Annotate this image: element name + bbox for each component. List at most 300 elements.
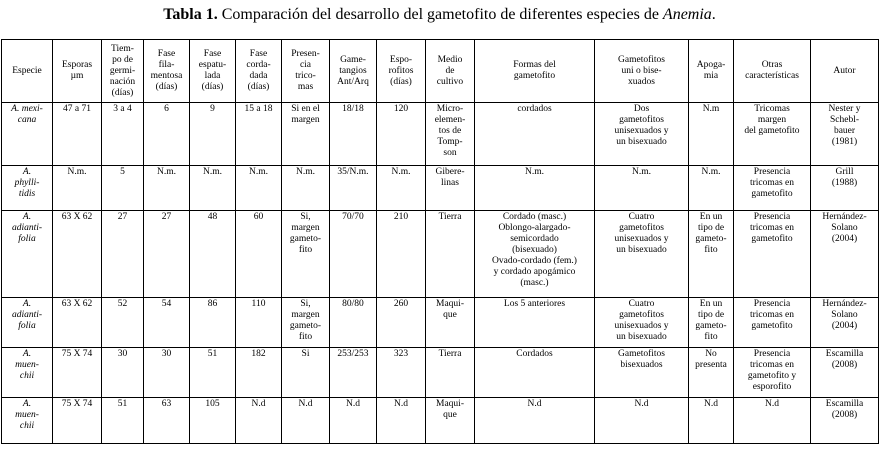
cell-line: Hernández-	[822, 299, 867, 309]
cell-line: Otras	[761, 60, 783, 70]
cell-line: mentosa	[150, 71, 183, 81]
cell-line: tricomas en	[749, 360, 795, 370]
cell-line: bauer	[833, 126, 856, 136]
column-header	[811, 40, 879, 103]
table-cell	[330, 211, 377, 298]
species-cell	[2, 103, 53, 166]
column-header	[53, 40, 102, 103]
table-cell	[689, 166, 734, 211]
cell-line: A. mexi-	[11, 104, 43, 114]
table-cell	[689, 398, 734, 444]
cell-line: 60	[253, 212, 264, 222]
column-header	[102, 40, 144, 103]
cell-line: espatu-	[198, 60, 227, 70]
table-cell	[53, 103, 102, 166]
cell-line: Formas del	[513, 60, 556, 70]
cell-line: margen	[291, 115, 320, 125]
cell-line: tos de	[438, 126, 462, 136]
cell-line: 260	[393, 299, 409, 309]
table-cell	[734, 211, 811, 298]
table-cell	[377, 398, 426, 444]
cell-line: tidis	[18, 189, 36, 199]
cell-line: Si,	[300, 212, 311, 222]
cell-line: Solano	[831, 223, 858, 233]
cell-line: uni o bise-	[621, 65, 662, 76]
cell-line: (2008)	[831, 410, 858, 420]
column-header	[330, 40, 377, 103]
cell-line: fito	[298, 332, 313, 342]
table-cell	[144, 398, 190, 444]
cell-line: tipo de	[697, 223, 725, 233]
table-row	[2, 298, 879, 348]
table-cell	[282, 298, 330, 348]
cell-line: 9	[210, 104, 215, 114]
cell-line: N.m.	[701, 167, 721, 177]
cell-line: 63	[161, 399, 172, 409]
table-cell	[330, 166, 377, 211]
cell-line: 6	[164, 104, 169, 114]
cell-line: folia	[18, 321, 36, 331]
cell-line: que	[443, 410, 457, 420]
cell-line: po de	[112, 54, 133, 65]
table-cell	[426, 211, 475, 298]
cell-line: Gibere-	[435, 167, 465, 177]
cell-line: Apoga-	[696, 60, 726, 70]
table-cell	[595, 211, 689, 298]
cell-line: A.	[22, 399, 32, 409]
cell-line: folia	[18, 234, 36, 244]
cell-line: Si	[301, 349, 310, 359]
table-cell	[426, 298, 475, 348]
cell-line: cordados	[517, 104, 552, 114]
cell-line: (1981)	[831, 137, 858, 147]
table-cell	[190, 211, 236, 298]
cell-line: gametofitos	[619, 310, 664, 320]
table-cell	[734, 166, 811, 211]
cell-line: N.d	[704, 399, 718, 409]
cell-line: µm	[70, 71, 84, 81]
cell-line: Presencia	[753, 349, 791, 359]
title-period: .	[711, 6, 716, 23]
table-cell	[53, 211, 102, 298]
cell-line: 30	[117, 349, 128, 359]
table-body	[2, 103, 879, 444]
table-cell	[475, 348, 595, 398]
table-cell	[475, 298, 595, 348]
cell-line: margen	[291, 310, 320, 320]
cell-line: 52	[117, 299, 128, 309]
cell-line: 80/80	[342, 299, 364, 309]
cell-line: 15 a 18	[244, 104, 273, 114]
cell-line: 253/253	[337, 349, 369, 359]
table-cell	[426, 398, 475, 444]
cell-line: cana	[17, 115, 37, 125]
cell-line: 30	[161, 349, 172, 359]
column-header	[475, 40, 595, 103]
cell-line: gametofitos	[619, 115, 664, 125]
cell-line: Tierra	[438, 212, 462, 222]
cell-line: Escamilla	[825, 399, 864, 409]
species-cell	[2, 211, 53, 298]
cell-line: Presencia	[753, 299, 791, 309]
cell-line: bisexuados	[620, 360, 663, 370]
cell-line: No	[705, 349, 717, 359]
cell-line: A.	[22, 349, 32, 359]
cell-line: Esporas	[61, 60, 93, 70]
cell-line: unisexuados y	[614, 126, 669, 136]
table-cell	[190, 166, 236, 211]
cell-line: nación	[109, 76, 136, 87]
table-cell	[689, 103, 734, 166]
cell-line: 63 X 62	[61, 299, 93, 309]
cell-line: y cordado apogámico	[493, 267, 576, 277]
cell-line: xuados	[628, 76, 655, 87]
cell-line: rofitos	[388, 65, 414, 76]
cell-line: cultivo	[436, 76, 464, 87]
table-cell	[102, 103, 144, 166]
cell-line: gametofito	[751, 189, 793, 199]
cell-line: N.d	[634, 399, 649, 409]
cell-line: Tierra	[438, 349, 462, 359]
cell-line: 105	[205, 399, 220, 409]
cell-line: (1988)	[831, 178, 858, 188]
cell-line: phylli-	[14, 178, 40, 188]
table-cell	[53, 166, 102, 211]
column-header	[426, 40, 475, 103]
cell-line: Medio	[437, 54, 463, 65]
cell-line: Tomp-	[437, 137, 463, 147]
table-cell	[475, 211, 595, 298]
cell-line: de	[445, 65, 455, 76]
cell-line: chii	[19, 371, 35, 381]
table-cell	[475, 103, 595, 166]
cell-line: mas	[297, 82, 314, 92]
cell-line: En un	[699, 299, 723, 309]
table-cell	[236, 398, 282, 444]
table-cell	[734, 348, 811, 398]
table-cell	[236, 348, 282, 398]
cell-line: gameto-	[695, 234, 727, 244]
cell-line: un bisexuado	[616, 137, 667, 147]
cell-line: adianti-	[11, 310, 43, 320]
cell-line: N.m	[702, 104, 720, 114]
cell-line: N.m.	[67, 167, 87, 177]
cell-line: Cuatro	[628, 299, 655, 309]
cell-line: lada	[204, 71, 221, 81]
cell-line: cia	[299, 60, 312, 70]
table-cell	[689, 211, 734, 298]
cell-line: fila-	[158, 60, 175, 70]
cell-line: Autor	[833, 65, 856, 76]
table-cell	[236, 166, 282, 211]
cell-line: 51	[207, 349, 218, 359]
table-cell	[689, 348, 734, 398]
column-header	[236, 40, 282, 103]
cell-line: 210	[393, 212, 409, 222]
table-cell	[330, 298, 377, 348]
table-cell	[734, 298, 811, 348]
table-cell	[330, 103, 377, 166]
table-cell	[689, 298, 734, 348]
cell-line: gametofitos	[619, 223, 664, 233]
cell-line: Si,	[300, 299, 311, 309]
table-cell	[734, 398, 811, 444]
cell-line: gameto-	[289, 234, 322, 244]
table-cell	[475, 398, 595, 444]
cell-line: gametofito y	[747, 371, 797, 381]
table-row	[2, 103, 879, 166]
cell-line: son	[443, 148, 457, 158]
table-cell	[144, 166, 190, 211]
cell-line: (días)	[201, 82, 224, 92]
cell-line: un bisexuado	[616, 332, 667, 342]
table-cell	[811, 348, 879, 398]
cell-line: Especie	[12, 65, 42, 76]
cell-line: N.d	[346, 399, 360, 409]
cell-line: 51	[117, 399, 128, 409]
cell-line: trico-	[295, 71, 316, 81]
cell-line: Gametofitos	[618, 349, 665, 359]
cell-line: En un	[699, 212, 723, 222]
cell-line: gametofito	[513, 71, 556, 81]
column-header	[190, 40, 236, 103]
table-cell	[53, 398, 102, 444]
cell-line: N.m.	[391, 167, 411, 177]
table-cell	[426, 166, 475, 211]
cell-line: A.	[22, 299, 32, 309]
cell-line: características	[745, 71, 799, 81]
cell-line: A.	[22, 167, 32, 177]
cell-line: 5	[120, 167, 125, 177]
cell-line: (días)	[155, 82, 178, 92]
cell-line: Tiem-	[111, 43, 134, 54]
table-caption: Comparación del desarrollo del gametofito de diferentes especies de	[221, 6, 659, 23]
cell-line: fito	[704, 332, 718, 342]
table-cell	[377, 103, 426, 166]
cell-line: 323	[393, 349, 409, 359]
cell-line: Ant/Arq	[337, 76, 369, 87]
column-header	[689, 40, 734, 103]
cell-line: gameto-	[695, 321, 727, 331]
table-cell	[811, 298, 879, 348]
cell-line: (2004)	[831, 321, 858, 331]
cell-line: 110	[251, 299, 266, 309]
table-title	[0, 0, 879, 31]
table-cell	[426, 103, 475, 166]
cell-line: 47 a 71	[63, 104, 91, 114]
table-cell	[330, 398, 377, 444]
cell-line: (bisexuado)	[512, 245, 557, 255]
table-cell	[102, 211, 144, 298]
cell-line: semicordado	[510, 234, 559, 244]
cell-line: Presencia	[753, 167, 791, 177]
table-cell	[102, 166, 144, 211]
table-cell	[377, 298, 426, 348]
cell-line: dada	[249, 71, 268, 81]
cell-line: del gametofito	[744, 126, 800, 136]
cell-line: adianti-	[11, 223, 43, 233]
cell-line: Micro-	[436, 104, 464, 114]
cell-line: Gametofitos	[618, 54, 665, 65]
column-header	[144, 40, 190, 103]
table-cell	[102, 398, 144, 444]
cell-line: Tricomas	[754, 104, 790, 114]
table-cell	[144, 348, 190, 398]
table-cell	[190, 298, 236, 348]
cell-line: muen-	[15, 360, 39, 370]
cell-line: 48	[207, 212, 218, 222]
table-cell	[595, 298, 689, 348]
cell-line: Ovado-cordado (fem.)	[492, 256, 577, 266]
cell-line: fito	[704, 245, 718, 255]
table-cell	[595, 398, 689, 444]
table-cell	[811, 398, 879, 444]
cell-line: fito	[298, 245, 313, 255]
table-cell	[102, 298, 144, 348]
cell-line: N.m.	[632, 167, 651, 177]
column-header	[282, 40, 330, 103]
table-cell	[330, 348, 377, 398]
cell-line: 75 X 74	[61, 349, 93, 359]
table-row	[2, 166, 879, 211]
comparison-table	[1, 39, 879, 444]
table-cell	[144, 211, 190, 298]
cell-line: (días)	[390, 76, 412, 87]
table-cell	[811, 103, 879, 166]
cell-line: Schebl-	[829, 115, 860, 125]
table-cell	[377, 166, 426, 211]
column-header	[2, 40, 53, 103]
cell-line: N.d	[251, 399, 266, 409]
cell-line: germi-	[109, 65, 136, 76]
cell-line: N.d	[394, 399, 408, 409]
cell-line: margen	[291, 223, 320, 233]
cell-line: tipo de	[697, 310, 725, 320]
table-cell	[595, 166, 689, 211]
table-cell	[236, 103, 282, 166]
table-cell	[282, 348, 330, 398]
cell-line: presenta	[695, 360, 727, 370]
cell-line: esporofito	[752, 382, 792, 392]
cell-line: linas	[441, 178, 459, 188]
species-cell	[2, 166, 53, 211]
cell-line: N.m.	[203, 167, 222, 177]
table-row	[2, 348, 879, 398]
cell-line: (2004)	[831, 234, 858, 244]
table-cell	[282, 211, 330, 298]
table-row	[2, 398, 879, 444]
cell-line: 75 X 74	[61, 399, 93, 409]
table-cell	[377, 348, 426, 398]
table-cell	[426, 348, 475, 398]
cell-line: un bisexuado	[616, 245, 667, 255]
cell-line: N.d	[298, 399, 313, 409]
cell-line: 182	[251, 349, 266, 359]
cell-line: Hernández-	[822, 212, 867, 222]
cell-line: Cordados	[516, 349, 553, 359]
cell-line: Oblongo-alargado-	[498, 223, 571, 233]
cell-line: 86	[207, 299, 218, 309]
genus-name: Anemia	[662, 6, 712, 23]
column-header	[595, 40, 689, 103]
cell-line: Cuatro	[628, 212, 655, 222]
cell-line: 70/70	[342, 212, 364, 222]
cell-line: Game-	[340, 54, 366, 65]
table-cell	[236, 211, 282, 298]
table-cell	[53, 298, 102, 348]
table-cell	[811, 211, 879, 298]
cell-line: margen	[757, 115, 787, 125]
table-number: Tabla 1.	[163, 6, 218, 23]
table-cell	[595, 103, 689, 166]
cell-line: Espo-	[389, 54, 413, 65]
cell-line: tricomas en	[749, 178, 795, 188]
cell-line: 63 X 62	[61, 212, 93, 222]
species-cell	[2, 298, 53, 348]
table-cell	[734, 103, 811, 166]
table-cell	[190, 348, 236, 398]
column-header	[734, 40, 811, 103]
header-row	[2, 40, 879, 103]
column-header	[377, 40, 426, 103]
table-cell	[190, 398, 236, 444]
cell-line: (2008)	[831, 360, 858, 370]
cell-line: N.m.	[249, 167, 268, 177]
cell-line: Fase	[249, 49, 268, 59]
cell-line: muen-	[15, 410, 39, 420]
cell-line: 35/N.m.	[337, 167, 369, 177]
cell-line: 120	[393, 104, 409, 114]
cell-line: Fase	[203, 49, 222, 59]
table-cell	[811, 166, 879, 211]
cell-line: (días)	[247, 82, 270, 92]
cell-line: Los 5 anteriores	[503, 299, 566, 309]
cell-line: Presencia	[753, 212, 791, 222]
table-row	[2, 211, 879, 298]
cell-line: Maqui-	[436, 299, 464, 309]
table-cell	[475, 166, 595, 211]
cell-line: gametofito	[751, 321, 793, 331]
cell-line: A.	[22, 212, 32, 222]
cell-line: unisexuados y	[614, 234, 669, 244]
table-cell	[595, 348, 689, 398]
cell-line: tricomas en	[749, 223, 795, 233]
table-cell	[102, 348, 144, 398]
cell-line: (masc.)	[520, 278, 549, 288]
table-cell	[144, 103, 190, 166]
cell-line: Escamilla	[825, 349, 864, 359]
cell-line: N.d	[765, 399, 779, 409]
cell-line: Nester y	[828, 104, 861, 114]
species-cell	[2, 348, 53, 398]
species-cell	[2, 398, 53, 444]
cell-line: 18/18	[342, 104, 364, 114]
table-cell	[190, 103, 236, 166]
cell-line: Grill	[835, 167, 854, 177]
cell-line: N.m.	[525, 167, 544, 177]
cell-line: N.m.	[296, 167, 315, 177]
cell-line: Si en el	[291, 104, 320, 114]
table-header	[2, 40, 879, 103]
table-cell	[53, 348, 102, 398]
cell-line: N.m.	[157, 167, 176, 177]
cell-line: gametofito	[751, 234, 793, 244]
cell-line: 3 a 4	[113, 104, 132, 114]
cell-line: tangios	[339, 65, 367, 76]
cell-line: chii	[19, 421, 35, 431]
table-cell	[236, 298, 282, 348]
table-cell	[377, 211, 426, 298]
